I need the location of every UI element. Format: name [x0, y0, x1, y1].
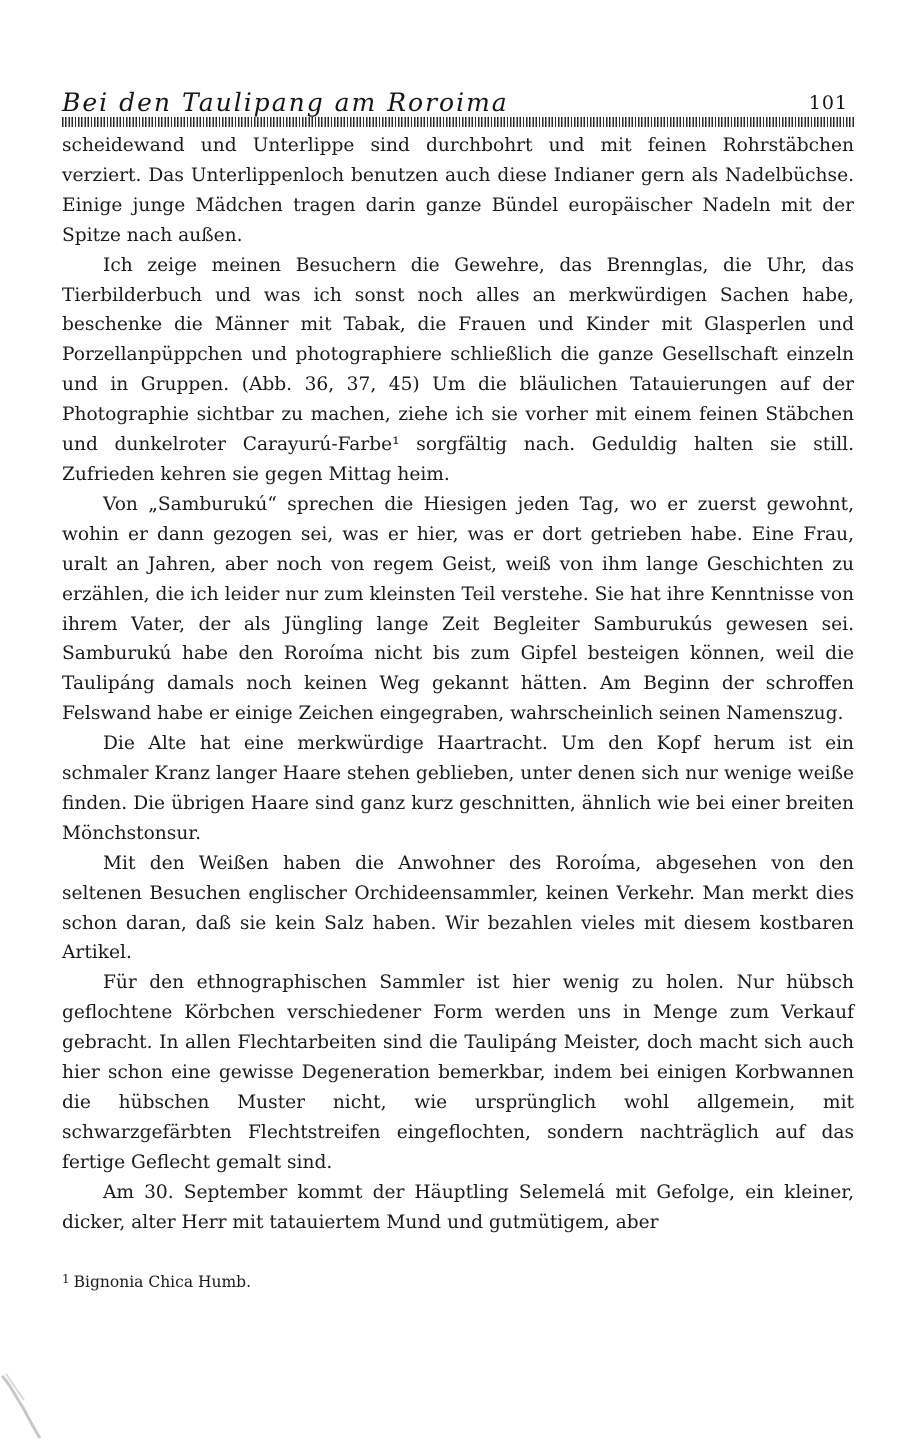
paragraph-6: Für den ethnographischen Sammler ist hier wenig zu holen. Nur hübsch geflochtene Körbchen verschiedener Form werden uns in Menge zum Verkauf gebracht. In allen Flechtarbeiten sind die Taulipáng Meister, doch macht sich auch hier schon eine gewisse Degeneration bemerkbar, indem bei einigen Korbwannen die hübschen Muster nicht, wie ursprünglich wohl allgemein, mit schwarzgefärbten Flechtstreifen eingeflochten, sondern nachträglich auf das fertige Geflecht gemalt sind. [62, 972, 854, 1173]
header-rule [62, 117, 854, 127]
paragraph-3: Von „Samburukú“ sprechen die Hiesigen jeden Tag, wo er zuerst gewohnt, wohin er dann gezogen sei, was er hier, was er dort getrieben habe. Eine Frau, uralt an Jahren, aber noch von regem Geist, weiß von ihm lange Geschichten zu erzählen, die ich leider nur zum kleinsten Teil verstehe. Sie hat ihre Kenntnisse von ihrem Vater, der als Jüngling lange Zeit Begleiter Samburukús gewesen sei. Samburukú habe den Roroíma nicht bis zum Gipfel besteigen können, weil die Taulipáng damals noch keinen Weg gekannt hätten. Am Beginn der schroffen Felswand habe er einige Zeichen eingegraben, wahrscheinlich seinen Namenszug. [62, 493, 854, 725]
paragraph-2: Ich zeige meinen Besuchern die Gewehre, das Brennglas, die Uhr, das Tierbilderbuch und was ich sonst noch alles an merkwürdigen Sachen habe, beschenke die Männer mit Tabak, die Frauen und Kinder mit Glasperlen und Porzellanpüppchen und photographiere schließlich die ganze Gesellschaft einzeln und in Gruppen. (Abb. 36, 37, 45) Um die bläulichen Tatauierungen auf der Photographie sichtbar zu machen, ziehe ich sie vorher mit einem feinen Stäbchen und dunkelroter Carayurú-Farbe¹ sorgfältig nach. Geduldig halten sie still. Zufrieden kehren sie gegen Mittag heim. [62, 254, 854, 485]
paragraph-7: Am 30. September kommt der Häuptling Selemelá mit Gefolge, ein kleiner, dicker, alter Herr mit tatauiertem Mund und gutmütigem, aber [62, 1181, 854, 1233]
paragraph-5: Mit den Weißen haben die Anwohner des Roroíma, abgesehen von den seltenen Besuchen englischer Orchideensammler, keinen Verkehr. Man merkt dies schon daran, daß sie kein Salz haben. Wir bezahlen vieles mit diesem kostbaren Artikel. [62, 852, 854, 964]
body-text [62, 131, 854, 1238]
running-head [62, 84, 854, 116]
page-number: 101 [808, 92, 848, 114]
footnote-mark: 1 [62, 1272, 70, 1286]
paragraph-1: scheidewand und Unterlippe sind durchbohrt und mit feinen Rohrstäbchen verziert. Das Unterlippenloch benutzen auch diese Indianer gern als Nadelbüchse. Einige junge Mädchen tragen darin ganze Bündel europäischer Nadeln mit der Spitze nach außen. [62, 135, 854, 246]
running-title: Bei den Taulipang am Roroima [62, 88, 509, 117]
scan-smudge-mark [0, 1372, 46, 1442]
footnote-text: Bignonia Chica Humb. [73, 1273, 252, 1291]
footnote-block [62, 1270, 854, 1295]
footnote [62, 1270, 854, 1295]
book-page [62, 84, 854, 1291]
paragraph-4: Die Alte hat eine merkwürdige Haartracht. Um den Kopf herum ist ein schmaler Kranz langer Haare stehen geblieben, unter denen sich nur wenige weiße finden. Die übrigen Haare sind ganz kurz geschnitten, ähnlich wie bei einer breiten Mönchstonsur. [62, 733, 854, 844]
